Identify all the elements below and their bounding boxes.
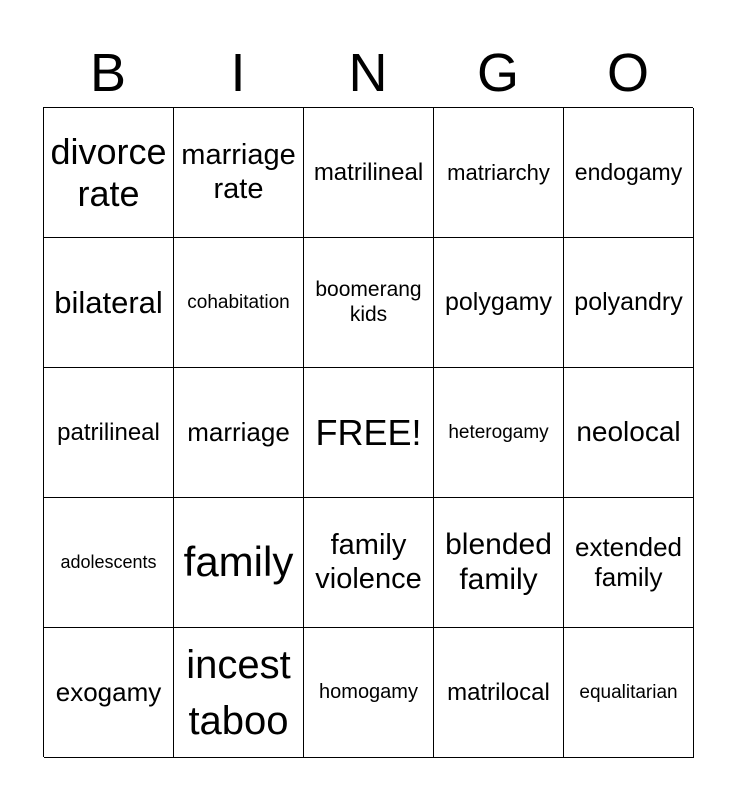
bingo-cell[interactable] — [304, 498, 434, 628]
cell-label: divorce rate — [50, 131, 167, 214]
bingo-cell[interactable] — [304, 108, 434, 238]
cell-label: endogamy — [574, 159, 683, 186]
cell-label: matriarchy — [447, 159, 550, 185]
cell-label: polyandry — [574, 288, 683, 317]
bingo-cell[interactable] — [564, 108, 694, 238]
header-letter-i: I — [230, 43, 246, 103]
cell-label: extended family — [575, 531, 682, 592]
cell-label: bilateral — [54, 284, 163, 320]
cell-label: exogamy — [55, 676, 162, 707]
cell-label-free: FREE! — [315, 411, 422, 453]
cell-label: matrilineal — [313, 158, 424, 186]
bingo-cell[interactable] — [304, 238, 434, 368]
bingo-cell[interactable] — [174, 368, 304, 498]
cell-label: polygamy — [445, 288, 552, 317]
cell-label: matrilocal — [447, 678, 550, 706]
bingo-cell[interactable] — [174, 498, 304, 628]
cell-label: neolocal — [576, 416, 681, 448]
bingo-cell[interactable] — [174, 238, 304, 368]
bingo-cell[interactable] — [44, 238, 174, 368]
cell-label: adolescents — [60, 552, 157, 573]
cell-label: marriage rate — [181, 139, 296, 205]
cell-label: homogamy — [319, 681, 418, 703]
bingo-cell[interactable] — [44, 368, 174, 498]
cell-label: family violence — [315, 529, 422, 595]
cell-label: heterogamy — [448, 421, 549, 443]
bingo-cell[interactable] — [434, 628, 564, 758]
bingo-cell[interactable] — [564, 238, 694, 368]
cell-label: family — [183, 538, 294, 586]
header-letter-n: N — [348, 43, 388, 103]
bingo-header — [43, 40, 693, 106]
cell-label: patrilineal — [57, 418, 160, 446]
header-letter-o: O — [606, 43, 649, 103]
bingo-cell[interactable] — [434, 498, 564, 628]
bingo-cell[interactable] — [44, 108, 174, 238]
bingo-cell[interactable] — [44, 628, 174, 758]
bingo-cell[interactable] — [44, 498, 174, 628]
bingo-cell[interactable] — [434, 238, 564, 368]
bingo-cell[interactable] — [304, 628, 434, 758]
bingo-cell[interactable] — [564, 498, 694, 628]
cell-label: blended family — [445, 528, 552, 596]
header-letter-b: B — [89, 43, 127, 103]
bingo-cell[interactable] — [174, 108, 304, 238]
cell-label: equalitarian — [579, 681, 678, 703]
bingo-cell[interactable] — [564, 368, 694, 498]
cell-label: marriage — [187, 416, 290, 447]
header-letter-g: G — [476, 43, 519, 103]
cell-label: boomerang kids — [315, 278, 422, 326]
cell-label: incest taboo — [186, 642, 291, 743]
bingo-cell[interactable] — [564, 628, 694, 758]
cell-label: cohabitation — [187, 291, 290, 313]
bingo-cell[interactable] — [434, 368, 564, 498]
bingo-cell[interactable] — [174, 628, 304, 758]
bingo-card-grid — [43, 107, 693, 757]
bingo-cell[interactable] — [304, 368, 434, 498]
bingo-cell[interactable] — [434, 108, 564, 238]
